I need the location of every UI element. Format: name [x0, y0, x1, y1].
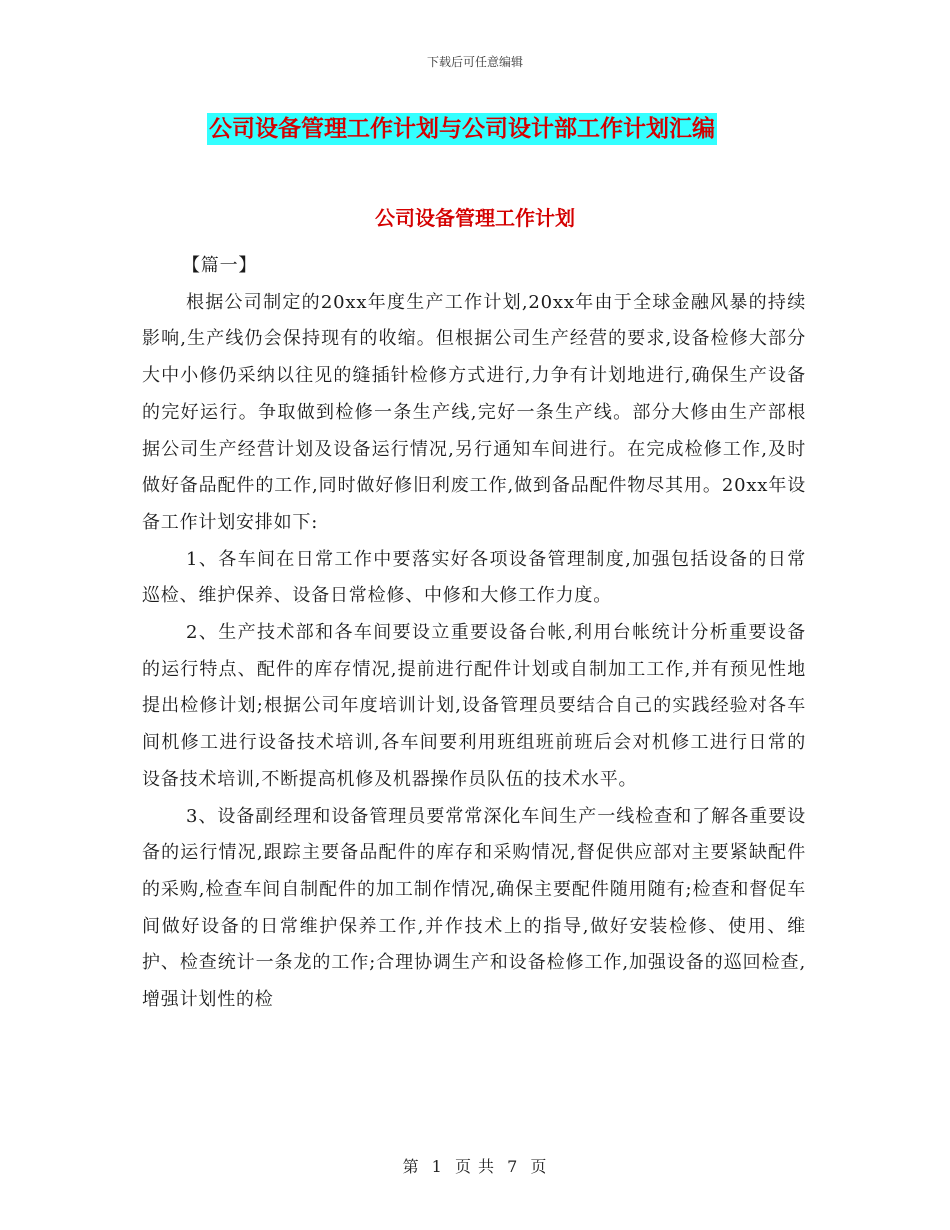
section-label: 【篇一】 [182, 255, 258, 276]
document-body [142, 248, 806, 1019]
paragraph-item-2: 2、生产技术部和各车间要设立重要设备台帐,利用台帐统计分析重要设备的运行特点、配件的库存情况,提前进行配件计划或自制加工工作,并有预见性地提出检修计划;根据公司年度培训计划,设备管理员要结合自己的实践经验对各车间机修工进行设备技术培训,各车间要利用班组班前班后会对机修工进行日常的设备技术培训,不断提高机修及机器操作员队伍的技术水平。 [142, 622, 806, 790]
section-title: 公司设备管理工作计划 [375, 206, 575, 230]
header-note: 下载后可任意编辑 [426, 55, 523, 69]
paragraph-item-3: 3、设备副经理和设备管理员要常常深化车间生产一线检查和了解各重要设备的运行情况,跟踪主要备品配件的库存和采购情况,督促供应部对主要紧缺配件的采购,检查车间自制配件的加工制作情况,确保主要配件随用随有;检查和督促车间做好设备的日常维护保养工作,并作技术上的指导,做好安装检修、使用、维护、检查统计一条龙的工作;合理协调生产和设备检修工作,加强设备的巡回检查,增强计划性的检 [142, 805, 806, 1011]
footer-prefix: 第 [402, 1157, 420, 1176]
footer-suffix: 页 [530, 1157, 548, 1176]
footer-middle: 页 共 [454, 1157, 496, 1176]
paragraph-intro: 根据公司制定的20xx年度生产工作计划,20xx年由于全球金融风暴的持续影响,生产线仍会保持现有的收缩。但根据公司生产经营的要求,设备检修大部分大中小修仍采纳以往见的缝插针检修方式进行,力争有计划地进行,确保生产设备的完好运行。争取做到检修一条生产线,完好一条生产线。部分大修由生产部根据公司生产经营计划及设备运行情况,另行通知车间进行。在完成检修工作,及时做好备品配件的工作,同时做好修旧利废工作,做到备品配件物尽其用。20xx年设备工作计划安排如下: [142, 291, 806, 533]
document-title: 公司设备管理工作计划与公司设计部工作计划汇编 [207, 113, 717, 145]
page-total: 7 [507, 1157, 519, 1176]
page-footer [0, 1154, 950, 1177]
page-number: 1 [431, 1157, 443, 1176]
paragraph-item-1: 1、各车间在日常工作中要落实好各项设备管理制度,加强包括设备的日常巡检、维护保养、设备日常检修、中修和大修工作力度。 [142, 548, 806, 607]
